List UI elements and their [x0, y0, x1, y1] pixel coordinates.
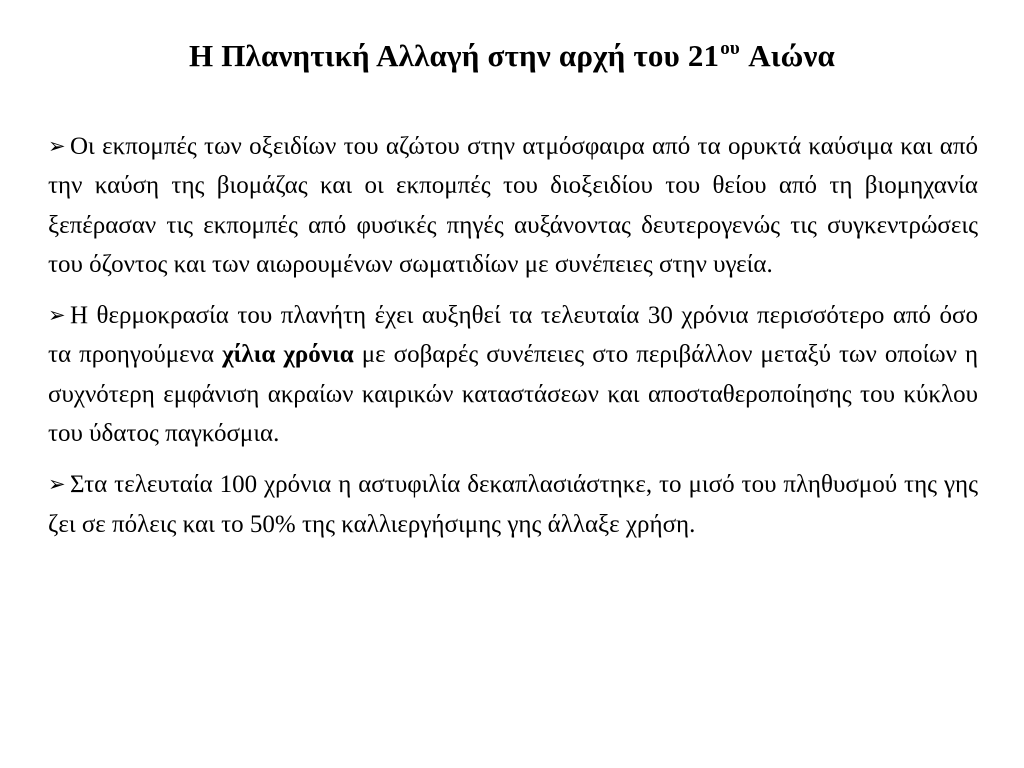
bullet-text: Οι εκπομπές των οξειδίων του αζώτου στην ατμόσφαιρα από τα ορυκτά καύσιμα και από την καύση της βιομάζας και οι εκπομπές του διοξειδίου του θείου από τη βιομηχανία ξεπέρασαν τις εκπομπές από φυσικές πηγές αυξάνοντας δευτερογενώς τις συγκεντρώσεις του όζοντος και των αιωρουμένων σωματιδίων με συνέπειες στην υγεία.: [48, 133, 978, 278]
arrow-bullet-icon: ➢: [48, 472, 66, 497]
bullet-item-urbanization: [48, 465, 978, 544]
bullet-item-emissions: [48, 127, 978, 284]
bullet-text-bold: χίλια χρόνια: [222, 341, 354, 369]
title-superscript: ου: [720, 38, 740, 59]
bullet-text-before: Η θερμοκρασία του πλανήτη έχει αυξηθεί τα τελευταία 30 χρόνια περισσότερο από όσο τα προηγούμενα: [48, 302, 978, 369]
arrow-bullet-icon: ➢: [48, 134, 66, 158]
bullet-text-after: με σοβαρές συνέπειες στο περιβάλλον μεταξύ των οποίων η συχνότερη εμφάνιση ακραίων καιρικών καταστάσεων και αποσταθεροποίησης του κύκλου του ύδατος παγκόσμια.: [48, 341, 979, 448]
title-end: Αιώνα: [741, 38, 836, 73]
bullet-list: [48, 127, 978, 556]
bullet-item-temperature: [48, 296, 978, 453]
title-main: Η Πλανητική Αλλαγή στην αρχή του 21: [188, 38, 720, 73]
arrow-bullet-icon: ➢: [48, 303, 66, 328]
slide-title: [0, 36, 1024, 76]
bullet-text: Στα τελευταία 100 χρόνια η αστυφιλία δεκαπλασιάστηκε, το μισό του πληθυσμού της γης ζει σε πόλεις και το 50% της καλλιεργήσιμης γης άλλαξε χρήση.: [48, 471, 978, 538]
